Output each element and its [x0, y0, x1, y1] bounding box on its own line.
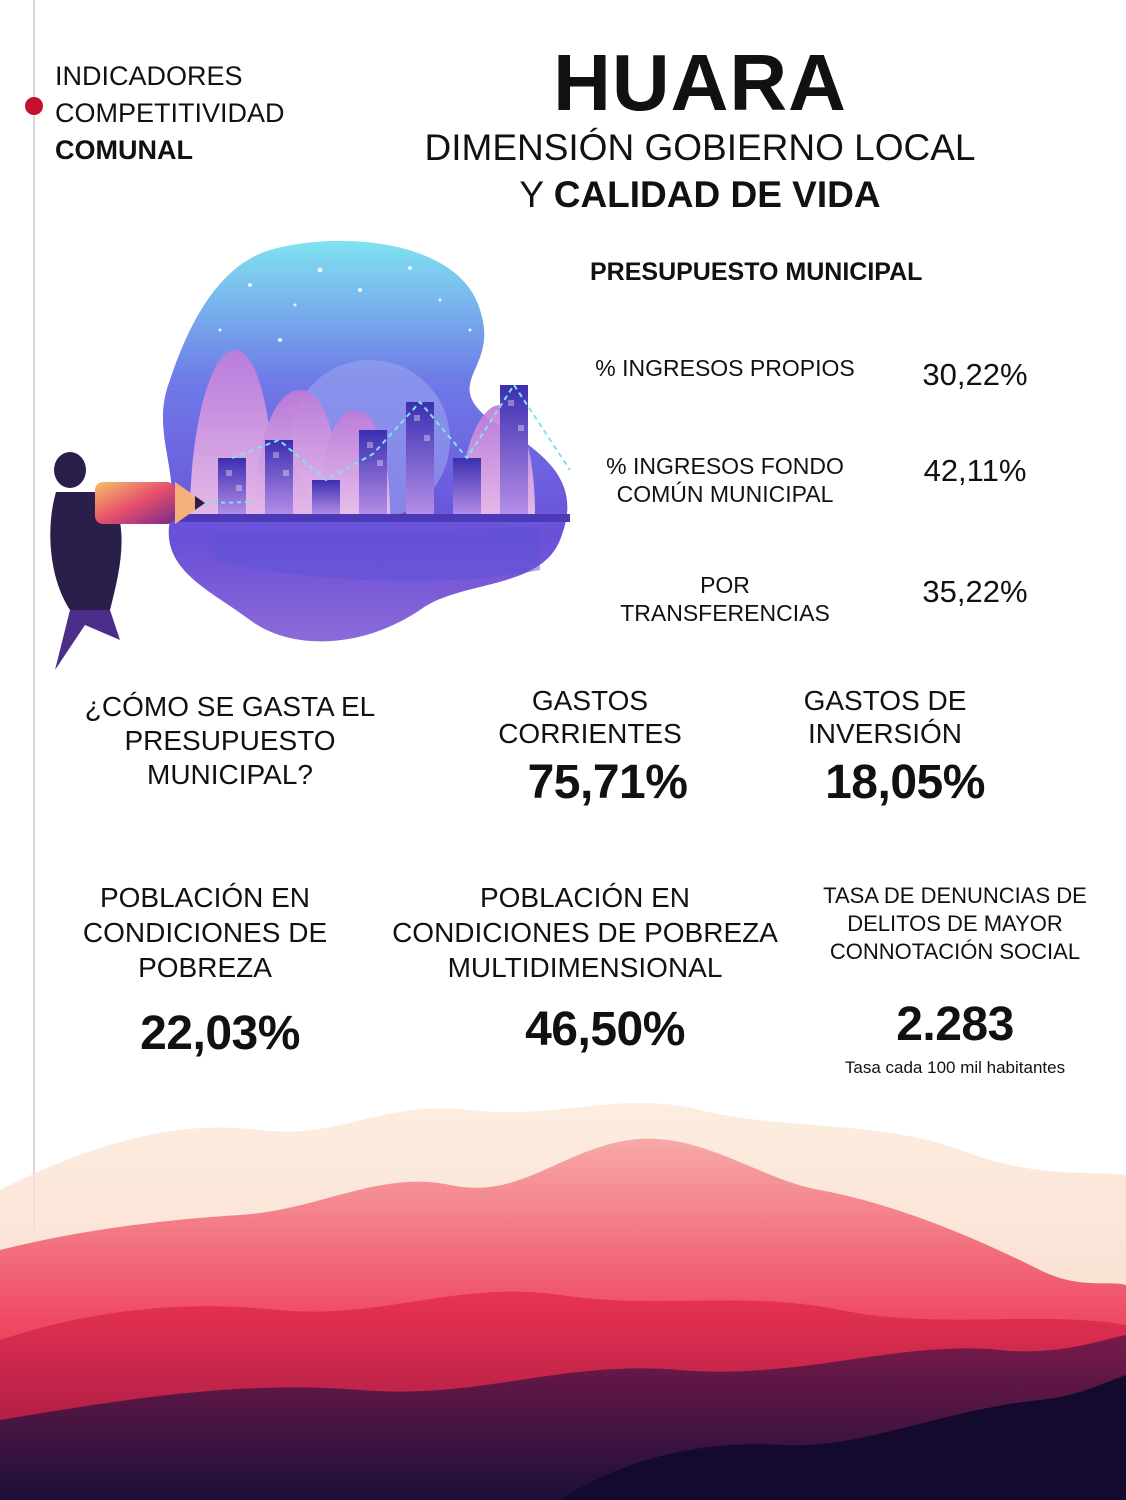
- budget-title: PRESUPUESTO MUNICIPAL: [590, 258, 923, 286]
- current-label-line-2: CORRIENTES: [498, 718, 682, 749]
- city-illustration: [40, 230, 585, 680]
- multi-label-line-1: POBLACIÓN EN: [479, 882, 691, 913]
- crime-rate-value: 2.283: [896, 998, 1014, 1051]
- subtitle-line-2: [380, 171, 1020, 218]
- poverty-label-line-3: POBREZA: [138, 952, 272, 983]
- page-subtitle: [380, 124, 1020, 218]
- budget-row-value: 42,11%: [923, 453, 1027, 488]
- tag-line-2: COMPETITIVIDAD: [55, 98, 285, 128]
- tag-line-3: COMUNAL: [55, 135, 193, 165]
- spending-question: [60, 690, 400, 792]
- question-line-3: MUNICIPAL?: [147, 759, 313, 790]
- crime-label-line-2: DELITOS DE MAYOR: [847, 911, 1063, 936]
- indicator-tag: [55, 58, 285, 169]
- investment-spending-value: 18,05%: [825, 756, 985, 809]
- budget-row-value: 30,22%: [922, 357, 1028, 392]
- crime-label-line-3: CONNOTACIÓN SOCIAL: [829, 939, 1081, 964]
- multidimensional-poverty-label: [380, 880, 790, 985]
- poverty-value: 22,03%: [140, 1007, 300, 1060]
- mountain-landscape: [0, 1080, 1126, 1500]
- poverty-label-line-2: CONDICIONES DE: [82, 917, 328, 948]
- multidimensional-poverty-value: 46,50%: [525, 1003, 685, 1056]
- budget-row-label: [575, 354, 875, 382]
- accent-dot: [25, 97, 43, 115]
- budget-row-label-line-1: % INGRESOS PROPIOS: [595, 355, 855, 381]
- budget-row-value: 35,22%: [922, 574, 1028, 609]
- current-spending-value: 75,71%: [527, 756, 688, 809]
- question-line-1: ¿CÓMO SE GASTA EL: [84, 691, 376, 722]
- question-line-2: PRESUPUESTO: [124, 725, 336, 756]
- budget-row-label-line-1: % INGRESOS FONDO: [606, 453, 844, 479]
- current-label-line-1: GASTOS: [531, 685, 649, 716]
- budget-row-label: [575, 571, 875, 627]
- page-title: HUARA: [553, 38, 847, 127]
- subtitle-prefix: Y: [519, 174, 544, 215]
- budget-row-label-line-1: POR: [700, 572, 750, 598]
- subtitle-line-1: DIMENSIÓN GOBIERNO LOCAL: [424, 127, 976, 168]
- left-rail-line: [33, 0, 35, 1230]
- multi-label-line-2: CONDICIONES DE POBREZA: [392, 917, 778, 948]
- poverty-label: [60, 880, 350, 985]
- tag-line-1: INDICADORES: [55, 61, 243, 91]
- multi-label-line-3: MULTIDIMENSIONAL: [447, 952, 723, 983]
- poverty-label-line-1: POBLACIÓN EN: [99, 882, 311, 913]
- current-spending-label: [470, 684, 710, 750]
- crime-rate-note: Tasa cada 100 mil habitantes: [844, 1058, 1066, 1077]
- crime-label-line-1: TASA DE DENUNCIAS DE: [823, 883, 1087, 908]
- budget-row-label-line-2: TRANSFERENCIAS: [620, 600, 830, 626]
- subtitle-bold: CALIDAD DE VIDA: [553, 174, 881, 215]
- investment-label-line-1: GASTOS DE: [803, 685, 967, 716]
- budget-row-label: [575, 452, 875, 508]
- budget-row-label-line-2: COMÚN MUNICIPAL: [616, 481, 834, 507]
- investment-spending-label: [775, 684, 995, 750]
- investment-label-line-2: INVERSIÓN: [807, 718, 963, 749]
- crime-rate-label: [800, 882, 1110, 966]
